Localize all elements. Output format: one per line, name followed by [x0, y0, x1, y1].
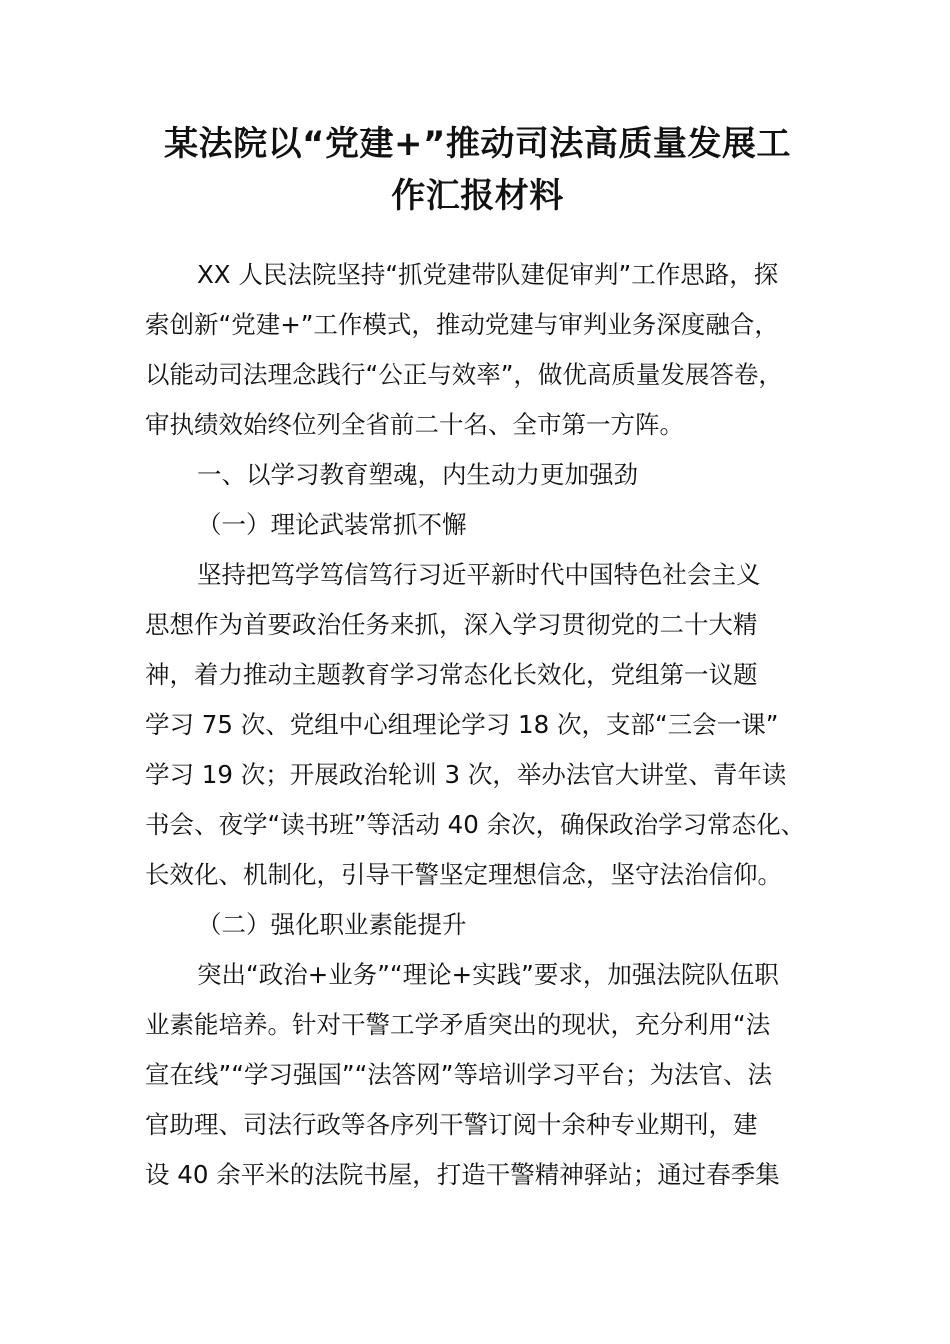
paragraph-line: 学习 19 次；开展政治轮训 3 次，举办法官大讲堂、青年读 [145, 760, 787, 789]
paragraph-line: 书会、夜学“读书班”等活动 40 余次，确保政治学习常态化、 [145, 810, 806, 839]
title-line: 作汇报材料 [391, 176, 564, 216]
title-line: 某法院以“党建+”推动司法高质量发展工 [164, 124, 791, 164]
paragraph-line: 官助理、司法行政等各序列干警订阅十余种专业期刊，建 [145, 1110, 758, 1139]
paragraph-line: 宣在线”“学习强国”“法答网”等培训学习平台；为法官、法 [145, 1060, 772, 1089]
subsection-heading: （二）强化职业素能提升 [197, 910, 467, 939]
paragraph-line: 坚持把笃学笃信笃行习近平新时代中国特色社会主义 [197, 560, 761, 589]
subsection-heading: （一）理论武装常抓不懈 [197, 510, 467, 539]
paragraph-line: 突出“政治+业务”“理论+实践”要求，加强法院队伍职 [197, 960, 779, 989]
document-body [145, 250, 820, 1200]
document-title [145, 118, 810, 222]
paragraph-line: 学习 75 次、党组中心组理论学习 18 次，支部“三会一课” [145, 710, 779, 739]
section-heading: 一、以学习教育塑魂，内生动力更加强劲 [197, 460, 638, 489]
paragraph-line: 设 40 余平米的法院书屋，打造干警精神驿站；通过春季集 [145, 1160, 780, 1189]
paragraph-line: 神，着力推动主题教育学习常态化长效化，党组第一议题 [145, 660, 758, 689]
intro-paragraph-line: 审执绩效始终位列全省前二十名、全市第一方阵。 [145, 410, 684, 439]
intro-paragraph-line: 索创新“党建+”工作模式，推动党建与审判业务深度融合， [145, 310, 779, 339]
paragraph-line: 长效化、机制化，引导干警坚定理想信念，坚守法治信仰。 [145, 860, 782, 889]
paragraph-line: 业素能培养。针对干警工学矛盾突出的现状，充分利用“法 [145, 1010, 771, 1039]
intro-paragraph-line: 以能动司法理念践行“公正与效率”，做优高质量发展答卷， [145, 360, 783, 389]
paragraph-line: 思想作为首要政治任务来抓，深入学习贯彻党的二十大精 [145, 610, 758, 639]
intro-paragraph-line: XX 人民法院坚持“抓党建带队建促审判”工作思路，探 [197, 260, 779, 289]
